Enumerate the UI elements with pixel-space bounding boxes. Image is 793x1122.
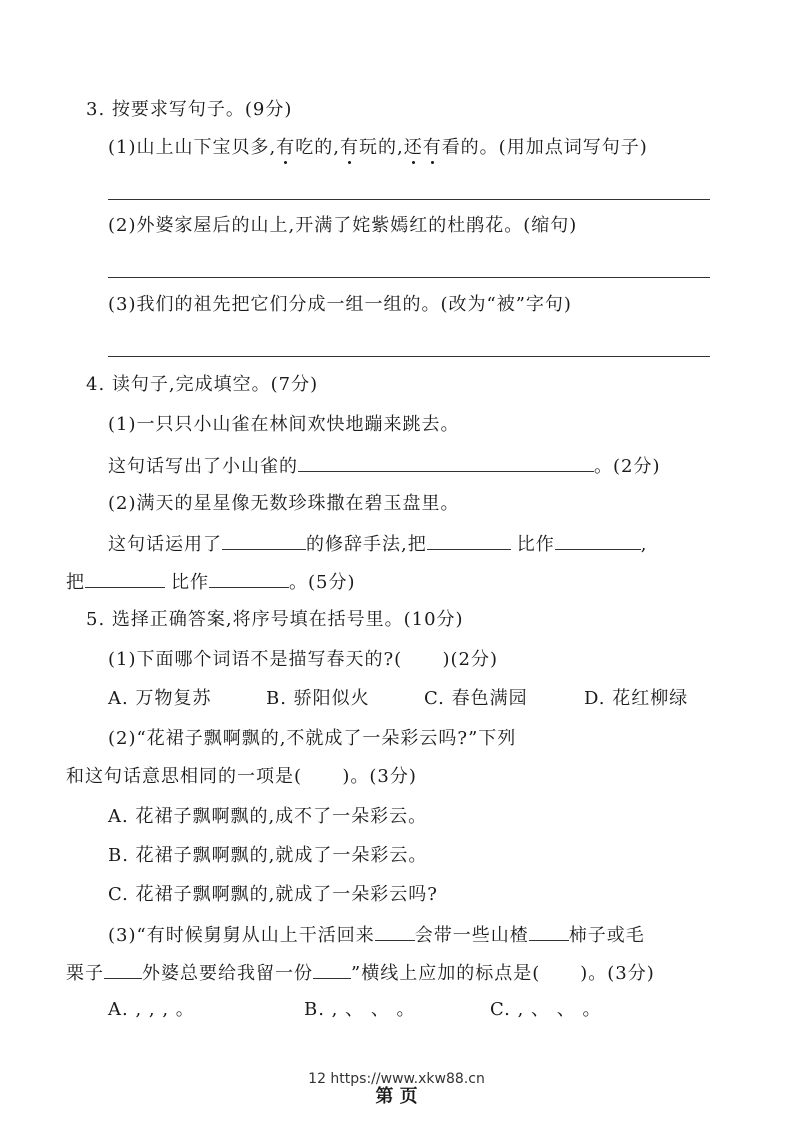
q3-answer-line-3[interactable]	[108, 356, 710, 357]
q5-s3-blank-1[interactable]	[375, 922, 415, 941]
q3-s1-dotted-char-1: 有	[276, 137, 296, 158]
q4-blank-2[interactable]	[222, 531, 306, 550]
q4-blank-1[interactable]	[298, 453, 594, 472]
q5-q1-options	[108, 687, 688, 711]
q5-s2-answer-paren[interactable]: ( )	[294, 766, 351, 787]
q4-blank-6[interactable]	[209, 569, 289, 588]
q3-s1-dotted-char-2: 有	[339, 137, 359, 158]
q4-sentence-2: (2)满天的星星像无数珍珠撒在碧玉盘里。	[108, 493, 460, 514]
q4-fill3-c: 。(5分)	[289, 572, 356, 593]
q5-s1-answer-paren[interactable]: ( )	[394, 649, 451, 670]
q5-q2-option-b[interactable]: B. 花裙子飘啊飘的,就成了一朵彩云。	[108, 845, 428, 866]
q4-fill2-a: 这句话运用了	[108, 534, 222, 555]
q4-fill-3	[66, 569, 356, 595]
q5-q2-option-c[interactable]: C. 花裙子飘啊飘的,就成了一朵彩云吗?	[108, 884, 438, 905]
q3-title: 3. 按要求写句子。(9分)	[86, 99, 293, 120]
q3-sentence-2: (2)外婆家屋后的山上,开满了姹紫嫣红的杜鹃花。(缩句)	[108, 215, 578, 236]
q5-s3-blank-3[interactable]	[104, 960, 142, 979]
q3-s1-dotted-char-4: 有	[422, 137, 442, 158]
q5-q3-options	[108, 998, 601, 1022]
q5-title: 5. 选择正确答案,将序号填在括号里。(10分)	[86, 609, 464, 630]
q5-s1-prefix: (1)下面哪个词语不是描写春天的?	[108, 649, 395, 670]
q3-s1-mid-2: 玩的,	[358, 137, 404, 158]
q3-s1-prefix: (1)山上山下宝贝多,	[108, 137, 277, 158]
q5-q2-option-a[interactable]: A. 花裙子飘啊飘的,成不了一朵彩云。	[108, 806, 428, 827]
q4-blank-3[interactable]	[427, 531, 511, 550]
q5-question-2-line-2	[66, 765, 417, 789]
q5-s3-l1-b: 会带一些山楂	[414, 925, 529, 946]
q4-fill2-d: ,	[640, 534, 648, 555]
q5-q1-option-b[interactable]: B. 骄阳似火	[266, 688, 370, 709]
q3-sentence-1	[108, 136, 648, 160]
q4-blank-5[interactable]	[85, 569, 165, 588]
q5-s3-l2-d: )。(3分)	[580, 963, 655, 984]
q5-s2-suffix: 。(3分)	[350, 766, 417, 787]
q3-s1-suffix: 看的。(用加点词写句子)	[441, 137, 648, 158]
q5-s3-l1-a: (3)“有时候舅舅从山上干活回来	[108, 925, 375, 946]
q3-s1-dotted-char-3: 还	[403, 137, 423, 158]
page-number-label: 第 页	[375, 1086, 418, 1107]
q4-fill-2	[108, 531, 647, 557]
q4-fill-1	[108, 453, 661, 479]
q5-q3-option-a[interactable]: A. , , , 。	[108, 999, 195, 1020]
q4-fill3-a: 把	[66, 572, 85, 593]
q5-question-2-line-1: (2)“花裙子飘啊飘的,不就成了一朵彩云吗?”下列	[108, 728, 517, 749]
q4-title: 4. 读句子,完成填空。(7分)	[86, 374, 319, 395]
q5-question-3-line-1	[108, 922, 645, 948]
q5-s3-l2-c: ”横线上应加的标点是(	[351, 963, 541, 984]
q5-q3-option-c[interactable]: C. , 、 、 。	[490, 999, 602, 1020]
q5-s3-blank-2[interactable]	[529, 922, 569, 941]
q4-blank-4[interactable]	[555, 531, 641, 550]
q4-fill2-b: 的修辞手法,把	[306, 534, 427, 555]
q5-q1-option-a[interactable]: A. 万物复苏	[108, 688, 212, 709]
q5-s3-blank-4[interactable]	[313, 960, 351, 979]
q5-question-3-line-2	[66, 960, 655, 986]
q5-s3-l2-a: 栗子	[66, 963, 104, 984]
q5-q1-option-c[interactable]: C. 春色满园	[424, 688, 528, 709]
q3-answer-line-2[interactable]	[108, 277, 710, 278]
q4-sentence-1: (1)一只只小山雀在林间欢快地蹦来跳去。	[108, 414, 460, 435]
q4-fill1-suffix: 。(2分)	[594, 456, 661, 477]
q3-s1-mid-1: 吃的,	[295, 137, 340, 158]
q5-q3-option-b[interactable]: B. , 、 、 。	[304, 999, 416, 1020]
q4-fill3-b: 比作	[171, 572, 209, 593]
q5-question-1	[108, 648, 498, 672]
q5-s3-l2-b: 外婆总要给我留一份	[142, 963, 313, 984]
q5-s2-prefix: 和这句话意思相同的一项是	[66, 766, 294, 787]
q5-s1-suffix: (2分)	[450, 649, 499, 670]
q4-fill2-c: 比作	[516, 534, 555, 555]
q5-q1-option-d[interactable]: D. 花红柳绿	[584, 688, 689, 709]
q4-fill1-prefix: 这句话写出了小山雀的	[108, 456, 298, 477]
footer-watermark-url: 12 https://www.xkw88.cn	[308, 1071, 485, 1087]
q5-s3-l1-c: 柿子或毛	[568, 925, 645, 946]
q3-answer-line-1[interactable]	[108, 199, 710, 200]
q3-sentence-3: (3)我们的祖先把它们分成一组一组的。(改为“被”字句)	[108, 294, 572, 315]
